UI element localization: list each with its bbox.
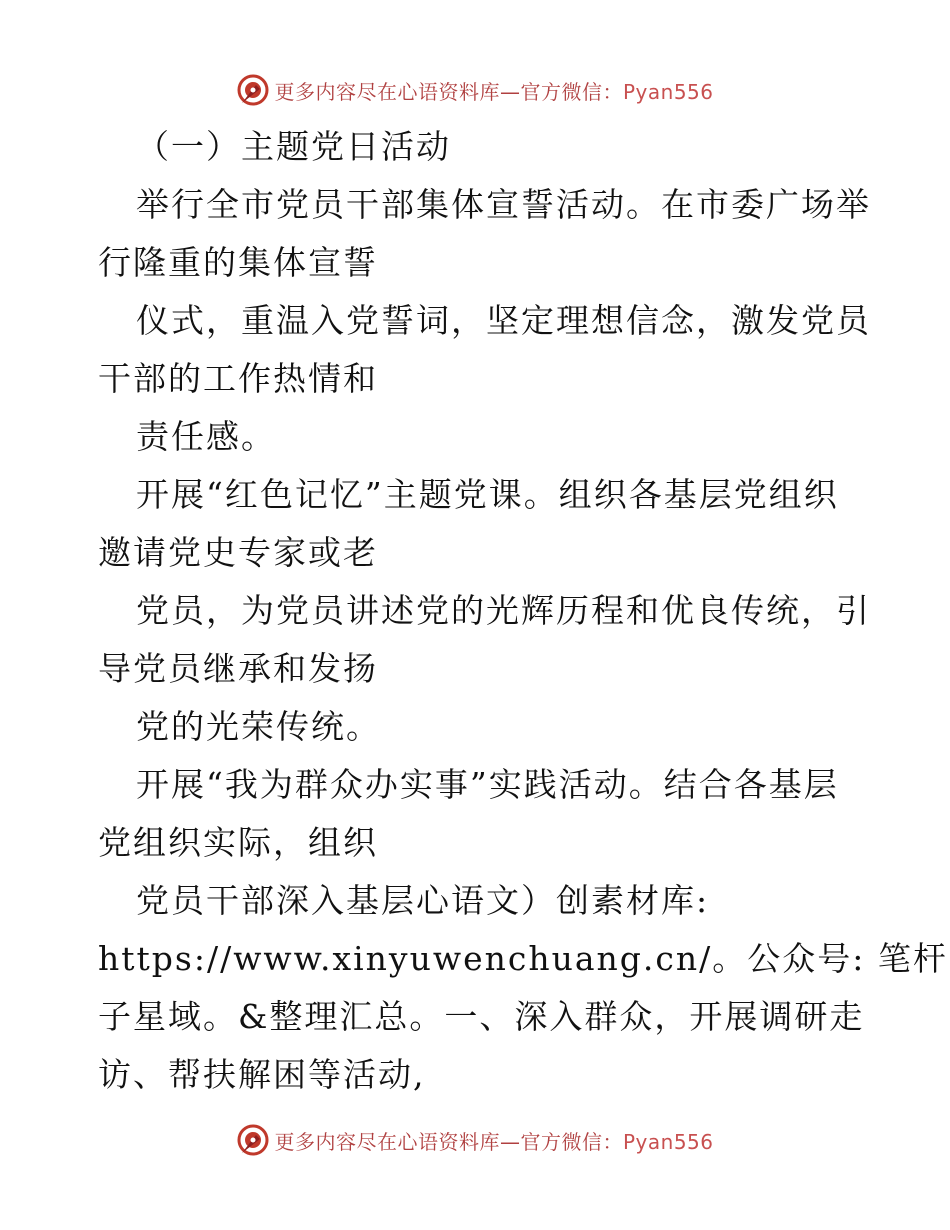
footer-banner-text — [274, 1126, 713, 1155]
footer-banner-label: 更多内容尽在心语资料库—官方微信： — [274, 1129, 623, 1154]
paragraph-line: 行隆重的集体宣誓 — [98, 243, 378, 282]
pen-nib-logo-icon — [236, 1123, 270, 1157]
paragraph-line: 开展“我为群众办实事”实践活动。结合各基层 — [136, 765, 839, 804]
paragraph-line: 访、帮扶解困等活动, — [98, 1055, 426, 1094]
paragraph-line: 党员干部深入基层心语文）创素材库: — [136, 881, 710, 920]
paragraph-line-url: https://www.xinyuwenchuang.cn/。公众号: 笔杆 — [98, 939, 948, 978]
paragraph-line: 邀请党史专家或老 — [98, 533, 378, 572]
paragraph-line: 子星域。&整理汇总。一、深入群众，开展调研走 — [98, 997, 865, 1036]
paragraph-line: 举行全市党员干部集体宣誓活动。在市委广场举 — [136, 185, 871, 224]
pen-nib-logo-icon — [236, 73, 270, 107]
footer-banner — [0, 1120, 950, 1160]
paragraph-line: 党组织实际，组织 — [98, 823, 378, 862]
paragraph-line: 党员，为党员讲述党的光辉历程和优良传统，引 — [136, 591, 871, 630]
paragraph-line: 党的光荣传统。 — [136, 707, 381, 746]
header-banner-text — [274, 76, 713, 105]
section-heading: （一）主题党日活动 — [136, 127, 451, 166]
footer-wechat-id: Pyan556 — [622, 1129, 714, 1154]
paragraph-line: 责任感。 — [136, 417, 276, 456]
paragraph-line: 干部的工作热情和 — [98, 359, 378, 398]
header-banner-label: 更多内容尽在心语资料库—官方微信： — [274, 79, 623, 104]
paragraph-line: 仪式，重温入党誓词，坚定理想信念，激发党员 — [136, 301, 871, 340]
paragraph-line: 导党员继承和发扬 — [98, 649, 378, 688]
document-body — [98, 118, 948, 1104]
header-banner — [0, 70, 950, 110]
paragraph-line: 开展“红色记忆”主题党课。组织各基层党组织 — [136, 475, 839, 514]
header-wechat-id: Pyan556 — [622, 79, 714, 104]
